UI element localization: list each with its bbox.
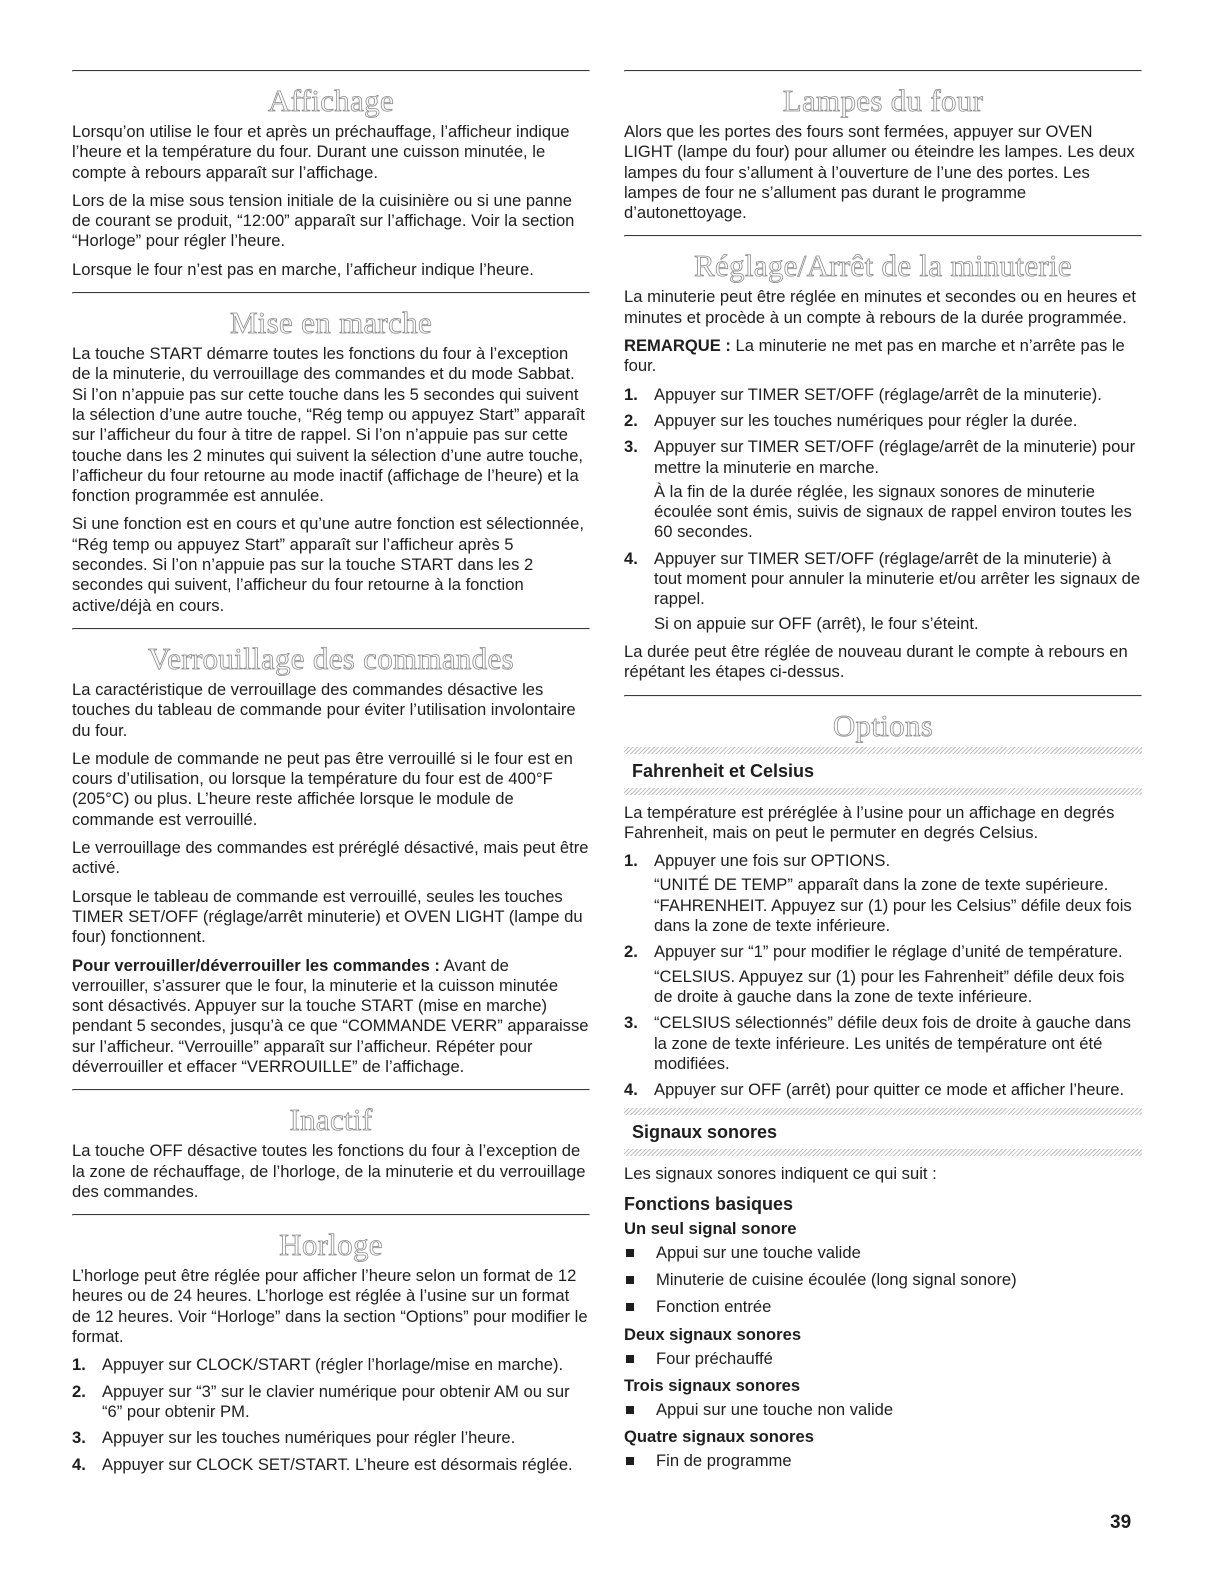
step-subtext: “CELSIUS. Appuyez sur (1) pour les Fahrenheit” défile deux fois de droite à gauche dans la zone de texte inférieure. [654,966,1125,1006]
step-number: 2. [624,410,638,430]
list-item: Fonction entrée [624,1297,1142,1317]
step-number: 1. [624,851,638,871]
signal-group-title: Quatre signaux sonores [624,1427,814,1447]
step-item [72,1428,590,1448]
section-title: Lampes du four [782,83,984,118]
section-title: Mise en marche [229,305,433,341]
minuterie-steps [624,385,1142,634]
section-mise-en-marche [72,292,590,616]
step-item [624,549,1142,634]
paragraph: Lorsque le four n’est pas en marche, l’afficheur indique l’heure. [72,259,534,279]
section-divider [624,695,1142,697]
right-column [624,70,1142,1483]
note-lead: REMARQUE : [624,336,731,356]
step-item [624,1013,1142,1074]
signal-list [624,1400,1142,1420]
section-lampes [624,70,1142,223]
step-text: Appuyer sur “1” pour modifier le réglage d’unité de température. [654,942,1123,962]
section-inactif [72,1089,590,1202]
section-options [624,695,1142,1472]
step-number: 1. [72,1355,86,1375]
paragraph: La caractéristique de verrouillage des commandes désactive les touches du tableau de commande pour éviter l’utilisation involontaire du four. [72,679,576,740]
step-text: Appuyer sur OFF (arrêt) pour quitter ce mode et afficher l’heure. [654,1080,1125,1100]
section-divider [72,1089,590,1091]
step-item [624,385,1142,405]
step-text: Appuyer sur TIMER SET/OFF (réglage/arrêt de la minuterie) à tout moment pour annuler la minuterie et/ou arrêter les signaux de rappel. [654,548,1141,609]
section-verrouillage [72,628,590,1077]
step-number: 3. [72,1428,86,1448]
subheading-fahrenheit: Fahrenheit et Celsius [632,760,815,781]
step-subtext: À la fin de la durée réglée, les signaux sonores de minuterie écoulée sont émis, suivis de signaux de rappel environ toutes les 60 secondes. [654,481,1132,542]
step-item [624,411,1142,431]
section-affichage [72,70,590,280]
signal-group-title: Trois signaux sonores [624,1375,801,1395]
section-divider [72,1214,590,1216]
section-divider [624,235,1142,237]
signal-list [624,1243,1142,1318]
step-item [72,1382,590,1423]
section-title: Affichage [267,83,395,118]
step-item [624,437,1142,542]
subhead-band [624,1149,1142,1156]
list-item: Four préchauffé [624,1349,1142,1369]
step-text: Appuyer sur les touches numériques pour régler la durée. [654,410,1078,430]
step-text: Appuyer sur TIMER SET/OFF (réglage/arrêt de la minuterie). [654,384,1102,404]
paragraph: La minuterie peut être réglée en minutes et secondes ou en heures et minutes et procède à un compte à rebours de la durée programmée. [624,287,1136,327]
paragraph: Le module de commande ne peut pas être verrouillé si le four est en cours d’utilisation, ou lorsque la température du four est de 400°F (205°C) ou plus. L’heure reste affichée lorsque le module de commande est verrouillé. [72,748,573,829]
signal-group-title: Deux signaux sonores [624,1324,802,1344]
section-minuterie [624,235,1142,682]
paragraph-lock [72,956,590,1078]
section-title: Options [832,707,934,743]
step-subtext: “UNITÉ DE TEMP” apparaît dans la zone de texte supérieure. “FAHRENHEIT. Appuyez sur (1) pour les Celsius” défile deux fois dans la zone de texte inférieure. [654,875,1132,936]
step-text: Appuyer sur “3” sur le clavier numérique pour obtenir AM ou sur “6” pour obtenir PM. [102,1381,570,1421]
section-title: Réglage/Arrêt de la minuterie [694,248,1072,284]
step-text: Appuyer sur CLOCK SET/START. L’heure est désormais réglée. [102,1454,573,1474]
subhead-band [624,788,1142,795]
step-text: Appuyer sur TIMER SET/OFF (réglage/arrêt de la minuterie) pour mettre la minuterie en marche. [654,437,1136,477]
paragraph: La température est préréglée à l’usine pour un affichage en degrés Fahrenheit, mais on peut le permuter en degrés Celsius. [624,802,1115,842]
subhead-band [624,747,1142,754]
paragraph: Les signaux sonores indiquent ce qui suit : [624,1164,937,1184]
step-text: Appuyer une fois sur OPTIONS. [654,851,891,871]
step-text: Appuyer sur CLOCK/START (régler l’horlage/mise en marche). [102,1355,564,1375]
lock-lead: Pour verrouiller/déverrouiller les commandes : [72,955,440,975]
step-item [624,851,1142,936]
paragraph: La touche START démarre toutes les fonctions du four à l’exception de la minuterie, du verrouillage des commandes et du mode Sabbat. Si l’on n’appuie pas sur cette touche dans les 5 secondes qui suivent la sélection d’une autre touche, “Rég temp ou appuyez Start” apparaît sur l’afficheur du four à titre de rappel. Si l’on n’appuie pas sur cette touche dans les 2 minutes qui suivent la sélection d’une autre touche, l’afficheur du four retourne au mode inactif (affichage de l’heure) et la fonction programmée est annulée. [72,344,585,506]
signal-group-title: Un seul signal sonore [624,1218,797,1238]
paragraph: La durée peut être réglée de nouveau durant le compte à rebours en répétant les étapes ci-dessus. [624,641,1128,682]
signal-list [624,1451,1142,1471]
section-horloge [72,1214,590,1475]
paragraph: Si une fonction est en cours et qu’une autre fonction est sélectionnée, “Rég temp ou appuyez Start” apparaît sur l’afficheur après 5 secondes. Si l’on n’appuie pas sur la touche START dans les 2 secondes qui suivent, l’afficheur du four retourne à la fonction active/déjà en cours. [72,514,584,615]
paragraph: L’horloge peut être réglée pour afficher l’heure selon un format de 12 heures ou de 24 heures. L’horloge est réglée à l’usine sur un format de 12 heures. Voir “Horloge” dans la section “Options” pour modifier le format. [72,1266,588,1347]
step-text: Appuyer sur les touches numériques pour régler l’heure. [102,1428,516,1448]
fahrenheit-steps [624,851,1142,1100]
step-number: 2. [72,1381,86,1401]
step-number: 2. [624,942,638,962]
page-number: 39 [1110,1512,1132,1533]
list-item: Minuterie de cuisine écoulée (long signal sonore) [624,1270,1142,1290]
step-number: 4. [624,1080,638,1100]
paragraph: Lors de la mise sous tension initiale de la cuisinière ou si une panne de courant se produit, “12:00” apparaît sur l’affichage. Voir la section “Horloge” pour régler l’heure. [72,190,575,251]
step-number: 4. [624,548,638,568]
section-title: Verrouillage des commandes [148,640,514,676]
lock-text: Avant de verrouiller, s’assurer que le four, la minuterie et la cuisson minutée sont désactivés. Appuyer sur la touche START (mise en marche) pendant 5 secondes, jusqu’à ce que “COMMANDE VERR” apparaisse sur l’afficheur. “Verrouille” apparaît sur l’afficheur. Répéter pour déverrouiller et effacer “VERROUILLE” de l’affichage. [72,955,589,1076]
subhead-band [624,1108,1142,1115]
paragraph: Alors que les portes des fours sont fermées, appuyer sur OVEN LIGHT (lampe du four) pour allumer ou éteindre les lampes. Les deux lampes du four s’allument à l’ouverture de l’une des portes. Les lampes de four ne s’allument pas durant le programme d’autonettoyage. [624,122,1135,223]
step-number: 4. [72,1454,86,1474]
step-item [624,1080,1142,1100]
group-heading: Fonctions basiques [624,1193,794,1214]
step-text: “CELSIUS sélectionnés” défile deux fois de droite à gauche dans la zone de texte inférieure. Les unités de température ont été modifiées. [654,1013,1131,1073]
signal-list [624,1349,1142,1369]
step-subtext: Si on appuie sur OFF (arrêt), le four s’éteint. [654,613,979,633]
section-divider [72,628,590,630]
section-divider [72,292,590,294]
paragraph: Lorsqu’on utilise le four et après un préchauffage, l’afficheur indique l’heure et la température du four. Durant une cuisson minutée, le compte à rebours apparaît sur l’affichage. [72,122,570,182]
note-paragraph [624,336,1142,377]
step-item [624,942,1142,1007]
section-divider [72,70,590,72]
paragraph: Le verrouillage des commandes est préréglé désactivé, mais peut être activé. [72,838,589,878]
step-item [72,1355,590,1375]
paragraph: La touche OFF désactive toutes les fonctions du four à l’exception de la zone de réchauffage, de l’horloge, de la minuterie et du verrouillage des commandes. [72,1141,586,1201]
left-column [72,70,590,1487]
section-title: Horloge [279,1227,383,1263]
paragraph: Lorsque le tableau de commande est verrouillé, seules les touches TIMER SET/OFF (réglage/arrêt minuterie) et OVEN LIGHT (lampe du four) fonctionnent. [72,886,583,947]
step-number: 3. [624,437,638,457]
section-title: Inactif [289,1102,373,1138]
subheading-signaux: Signaux sonores [632,1122,778,1143]
list-item: Fin de programme [624,1451,1142,1471]
step-item [72,1455,590,1475]
step-number: 1. [624,384,638,404]
horloge-steps [72,1355,590,1474]
list-item: Appui sur une touche valide [624,1243,1142,1263]
step-number: 3. [624,1013,638,1033]
section-divider [624,70,1142,72]
note-text: La minuterie ne met pas en marche et n’arrête pas le four. [624,336,1125,376]
list-item: Appui sur une touche non valide [624,1400,1142,1420]
